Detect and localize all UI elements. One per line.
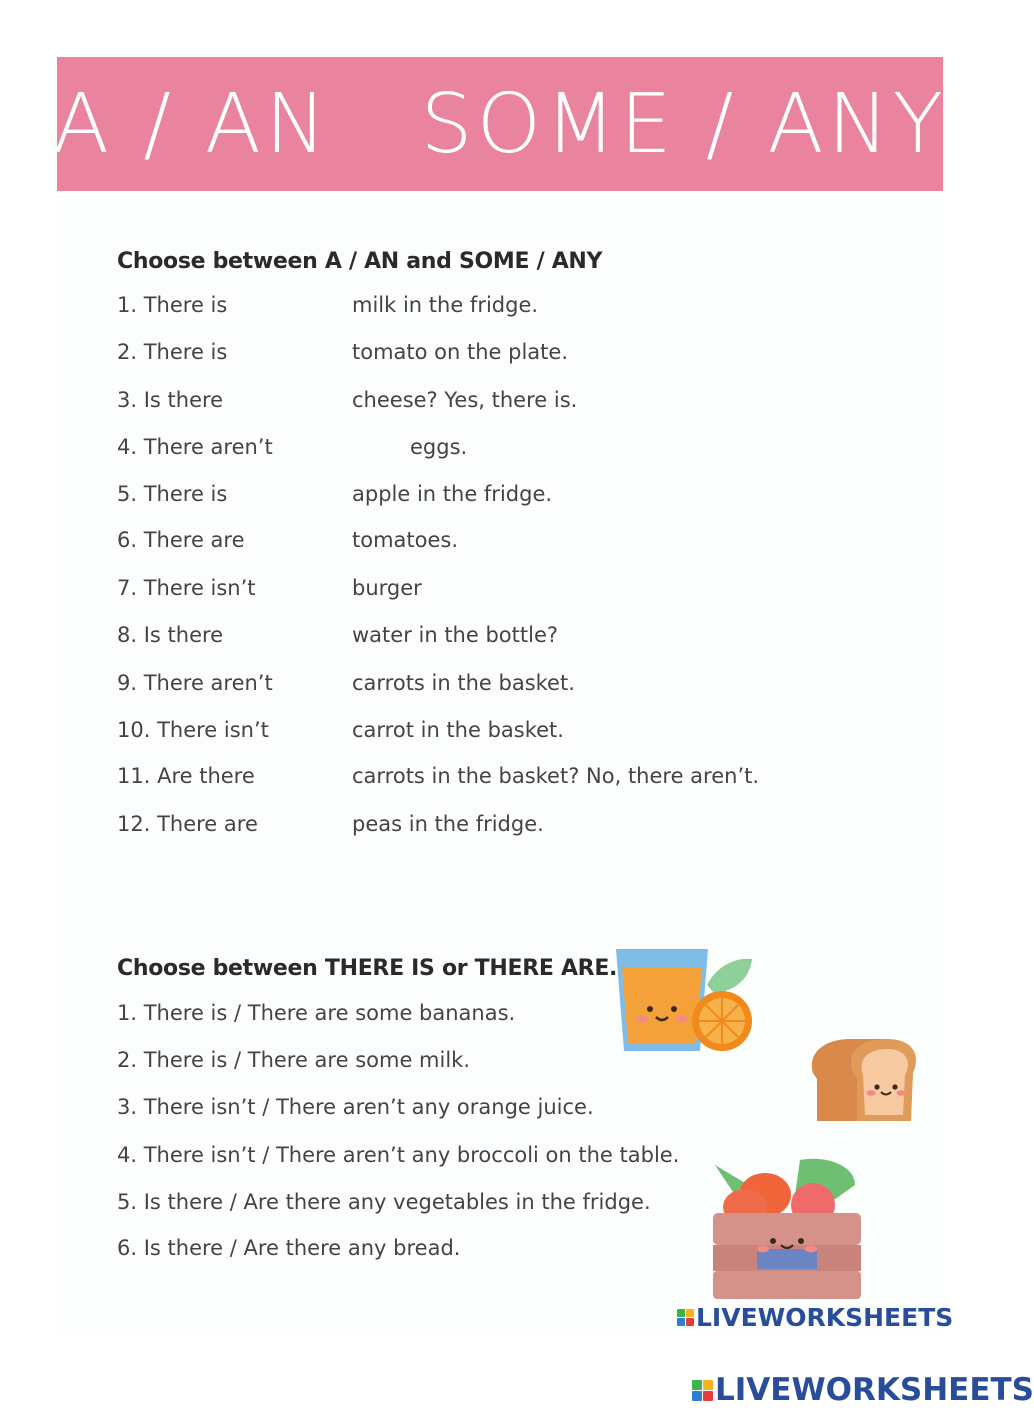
exercise1-item: [117, 576, 817, 608]
vegetable-crate-icon: [705, 1155, 870, 1305]
item-rest: carrots in the basket? No, there aren’t.: [352, 764, 760, 788]
liveworksheets-footer-logo: [692, 1372, 1034, 1408]
exercise1-item: [117, 435, 817, 467]
item-rest: peas in the fridge.: [352, 812, 544, 836]
exercise1-item: [117, 718, 817, 750]
exercise2-item: 6. Is there / Are there any bread.: [117, 1236, 461, 1260]
liveworksheets-logo-icon: [677, 1309, 694, 1326]
exercise2-item: 5. Is there / Are there any vegetables in the fridge.: [117, 1190, 651, 1214]
item-rest: carrots in the basket.: [352, 671, 575, 695]
exercise1-item: [117, 812, 817, 844]
item-lead: 4. There aren’t: [117, 435, 273, 459]
exercise2-item: 3. There isn’t / There aren’t any orange juice.: [117, 1095, 594, 1119]
item-lead: 8. Is there: [117, 623, 224, 647]
item-rest: carrot in the basket.: [352, 718, 564, 742]
orange-juice-icon: [612, 945, 757, 1057]
item-rest: water in the bottle?: [352, 623, 559, 647]
exercise1-item: [117, 388, 817, 420]
exercise1-item: [117, 340, 817, 372]
item-rest: cheese? Yes, there is.: [352, 388, 578, 412]
item-rest: tomatoes.: [352, 528, 459, 552]
item-lead: 2. There is: [117, 340, 228, 364]
bread-icon: [805, 1037, 920, 1125]
item-lead: 9. There aren’t: [117, 671, 273, 695]
item-lead: 10. There isn’t: [117, 718, 269, 742]
item-lead: 5. There is: [117, 482, 228, 506]
liveworksheets-watermark: [677, 1303, 953, 1332]
exercise1-item: [117, 623, 817, 655]
exercise2-item: 4. There isn’t / There aren’t any broccoli on the table.: [117, 1143, 680, 1167]
item-lead: 1. There is: [117, 293, 228, 317]
item-rest: milk in the fridge.: [352, 293, 539, 317]
exercise1-item: [117, 671, 817, 703]
item-lead: 7. There isn’t: [117, 576, 256, 600]
exercise1-item: [117, 528, 817, 560]
item-rest: apple in the fridge.: [352, 482, 553, 506]
item-lead: 3. Is there: [117, 388, 224, 412]
exercise1-item: [117, 764, 817, 796]
exercise2-item: 2. There is / There are some milk.: [117, 1048, 471, 1072]
section1-heading: Choose between A / AN and SOME / ANY: [117, 249, 603, 274]
item-lead: 11. Are there: [117, 764, 255, 788]
exercise1-item: [117, 482, 817, 514]
exercise1-item: [117, 293, 817, 325]
section2-heading: Choose between THERE IS or THERE ARE.: [117, 956, 618, 981]
watermark-text: LIVEWORKSHEETS: [696, 1303, 954, 1332]
footer-logo-text: LIVEWORKSHEETS: [715, 1372, 1034, 1408]
item-lead: 6. There are: [117, 528, 245, 552]
item-rest: burger: [352, 576, 422, 600]
item-rest: eggs.: [410, 435, 468, 459]
liveworksheets-logo-icon: [692, 1380, 713, 1401]
title-banner: [53, 57, 947, 191]
page-title: A / AN SOME / ANY: [53, 76, 947, 172]
exercise2-item: 1. There is / There are some bananas.: [117, 1001, 516, 1025]
item-lead: 12. There are: [117, 812, 258, 836]
item-rest: tomato on the plate.: [352, 340, 568, 364]
